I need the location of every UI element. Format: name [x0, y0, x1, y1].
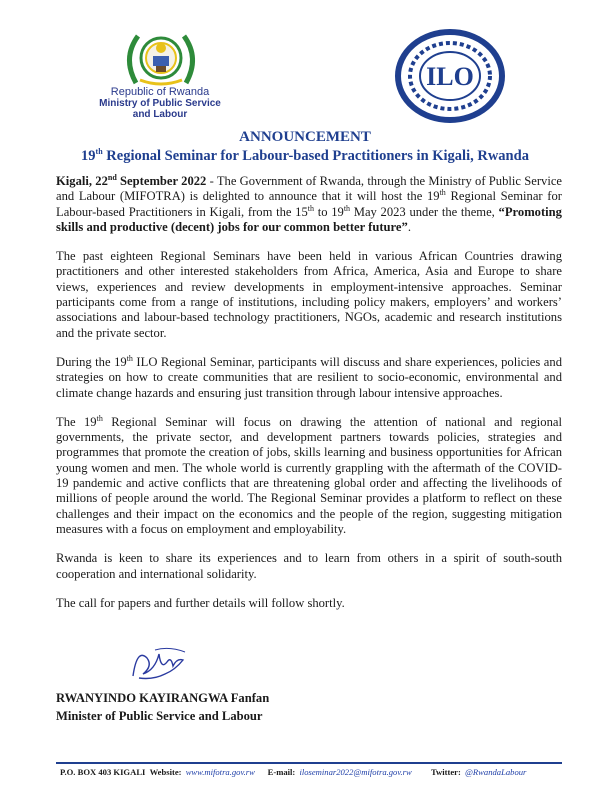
signatory-name: RWANYINDO KAYIRANGWA Fanfan — [56, 691, 270, 705]
announcement-title — [0, 128, 610, 166]
signature-icon — [125, 640, 195, 684]
rwanda-ministry-wordmark — [90, 87, 230, 120]
signatory-role: Minister of Public Service and Labour — [56, 709, 263, 723]
title-line2 — [0, 146, 610, 166]
email-label: E-mail: — [267, 767, 296, 777]
paragraph-discussion: During the 19th ILO Regional Seminar, participants will discuss and share experiences, policies and strategies on how to create communities that are resilient to socio-economic, environmental and climate change hazards and ensuring just transition through labour intensive approaches. — [56, 353, 562, 400]
svg-text:ILO: ILO — [426, 62, 474, 91]
title-line1: ANNOUNCEMENT — [239, 129, 371, 145]
twitter-label: Twitter: — [430, 767, 461, 777]
letterhead — [0, 0, 610, 125]
ministry-name-line1: Ministry of Public Service — [99, 98, 221, 109]
title-number: 19 — [81, 148, 96, 164]
dateline: Kigali, 22nd September 2022 — [56, 172, 207, 188]
country-name: Republic of Rwanda — [110, 86, 210, 98]
rwanda-coat-of-arms-icon — [118, 28, 204, 90]
ilo-emblem-icon — [392, 28, 508, 124]
title-rest: Regional Seminar for Labour-based Practitioners in Kigali, Rwanda — [102, 148, 529, 164]
website-link[interactable]: www.mifotra.gov.rw — [185, 767, 255, 777]
paragraph-intro: Kigali, 22nd September 2022 - The Government of Rwanda, through the Ministry of Public Service and Labour (MIFOTRA) is delighted to announce that it will host the 19th Regional Seminar for Labour-based Practitioners in Kigali, from the 15th to 19th May 2023 under the theme, “Promoting skills and productive (decent) jobs for our common better future”. — [56, 172, 563, 234]
paragraph-call-for-papers: The call for papers and further details will follow shortly. — [56, 595, 345, 610]
website-label: Website: — [149, 767, 182, 777]
paragraph-history: The past eighteen Regional Seminars have been held in various African Countries drawing practitioners and other interested stakeholders from Africa, America, Asia and Europe to share views, experiences and review developments in employment-intensive approaches. Seminar participants come from a range of institutions, including policy makers, employers’ and workers’ associations and labour-based technology practitioners, NGOs, academic and research institutions and the private sector. — [56, 249, 562, 340]
email-link[interactable]: iloseminar2022@mifotra.gov.rw — [299, 767, 412, 777]
title-ordinal: th — [95, 147, 103, 157]
twitter-link[interactable]: @RwandaLabour — [465, 767, 527, 777]
po-box: P.O. BOX 403 KIGALI — [60, 767, 146, 777]
signatory-block — [56, 689, 269, 725]
paragraph-cooperation: Rwanda is keen to share its experiences and to learn from others in a spirit of south-south cooperation and international solidarity. — [56, 551, 562, 581]
footer-contacts — [60, 767, 600, 777]
ministry-name-line2: and Labour — [132, 109, 188, 120]
seminar-theme: “Promoting skills and productive (decent) jobs for our common better future” — [56, 204, 562, 234]
paragraph-focus: The 19th Regional Seminar will focus on drawing the attention of national and regional governments, the private sector, and development partners towards policies, strategies and programmes that promote the creation of jobs, skills learning and business opportunities for African young women and men. The whole world is currently grappling with the aftermath of the COVID-19 pandemic and active conflicts that are threatening global order and affecting the livelihoods of millions of people around the world. The Regional Seminar provides a platform to reflect on these challenges and their impact on the economics and the people of the region, suggesting mitigation measures with a focus on employment and employability. — [56, 413, 562, 536]
footer-divider — [56, 762, 562, 764]
letter-body — [56, 174, 562, 625]
